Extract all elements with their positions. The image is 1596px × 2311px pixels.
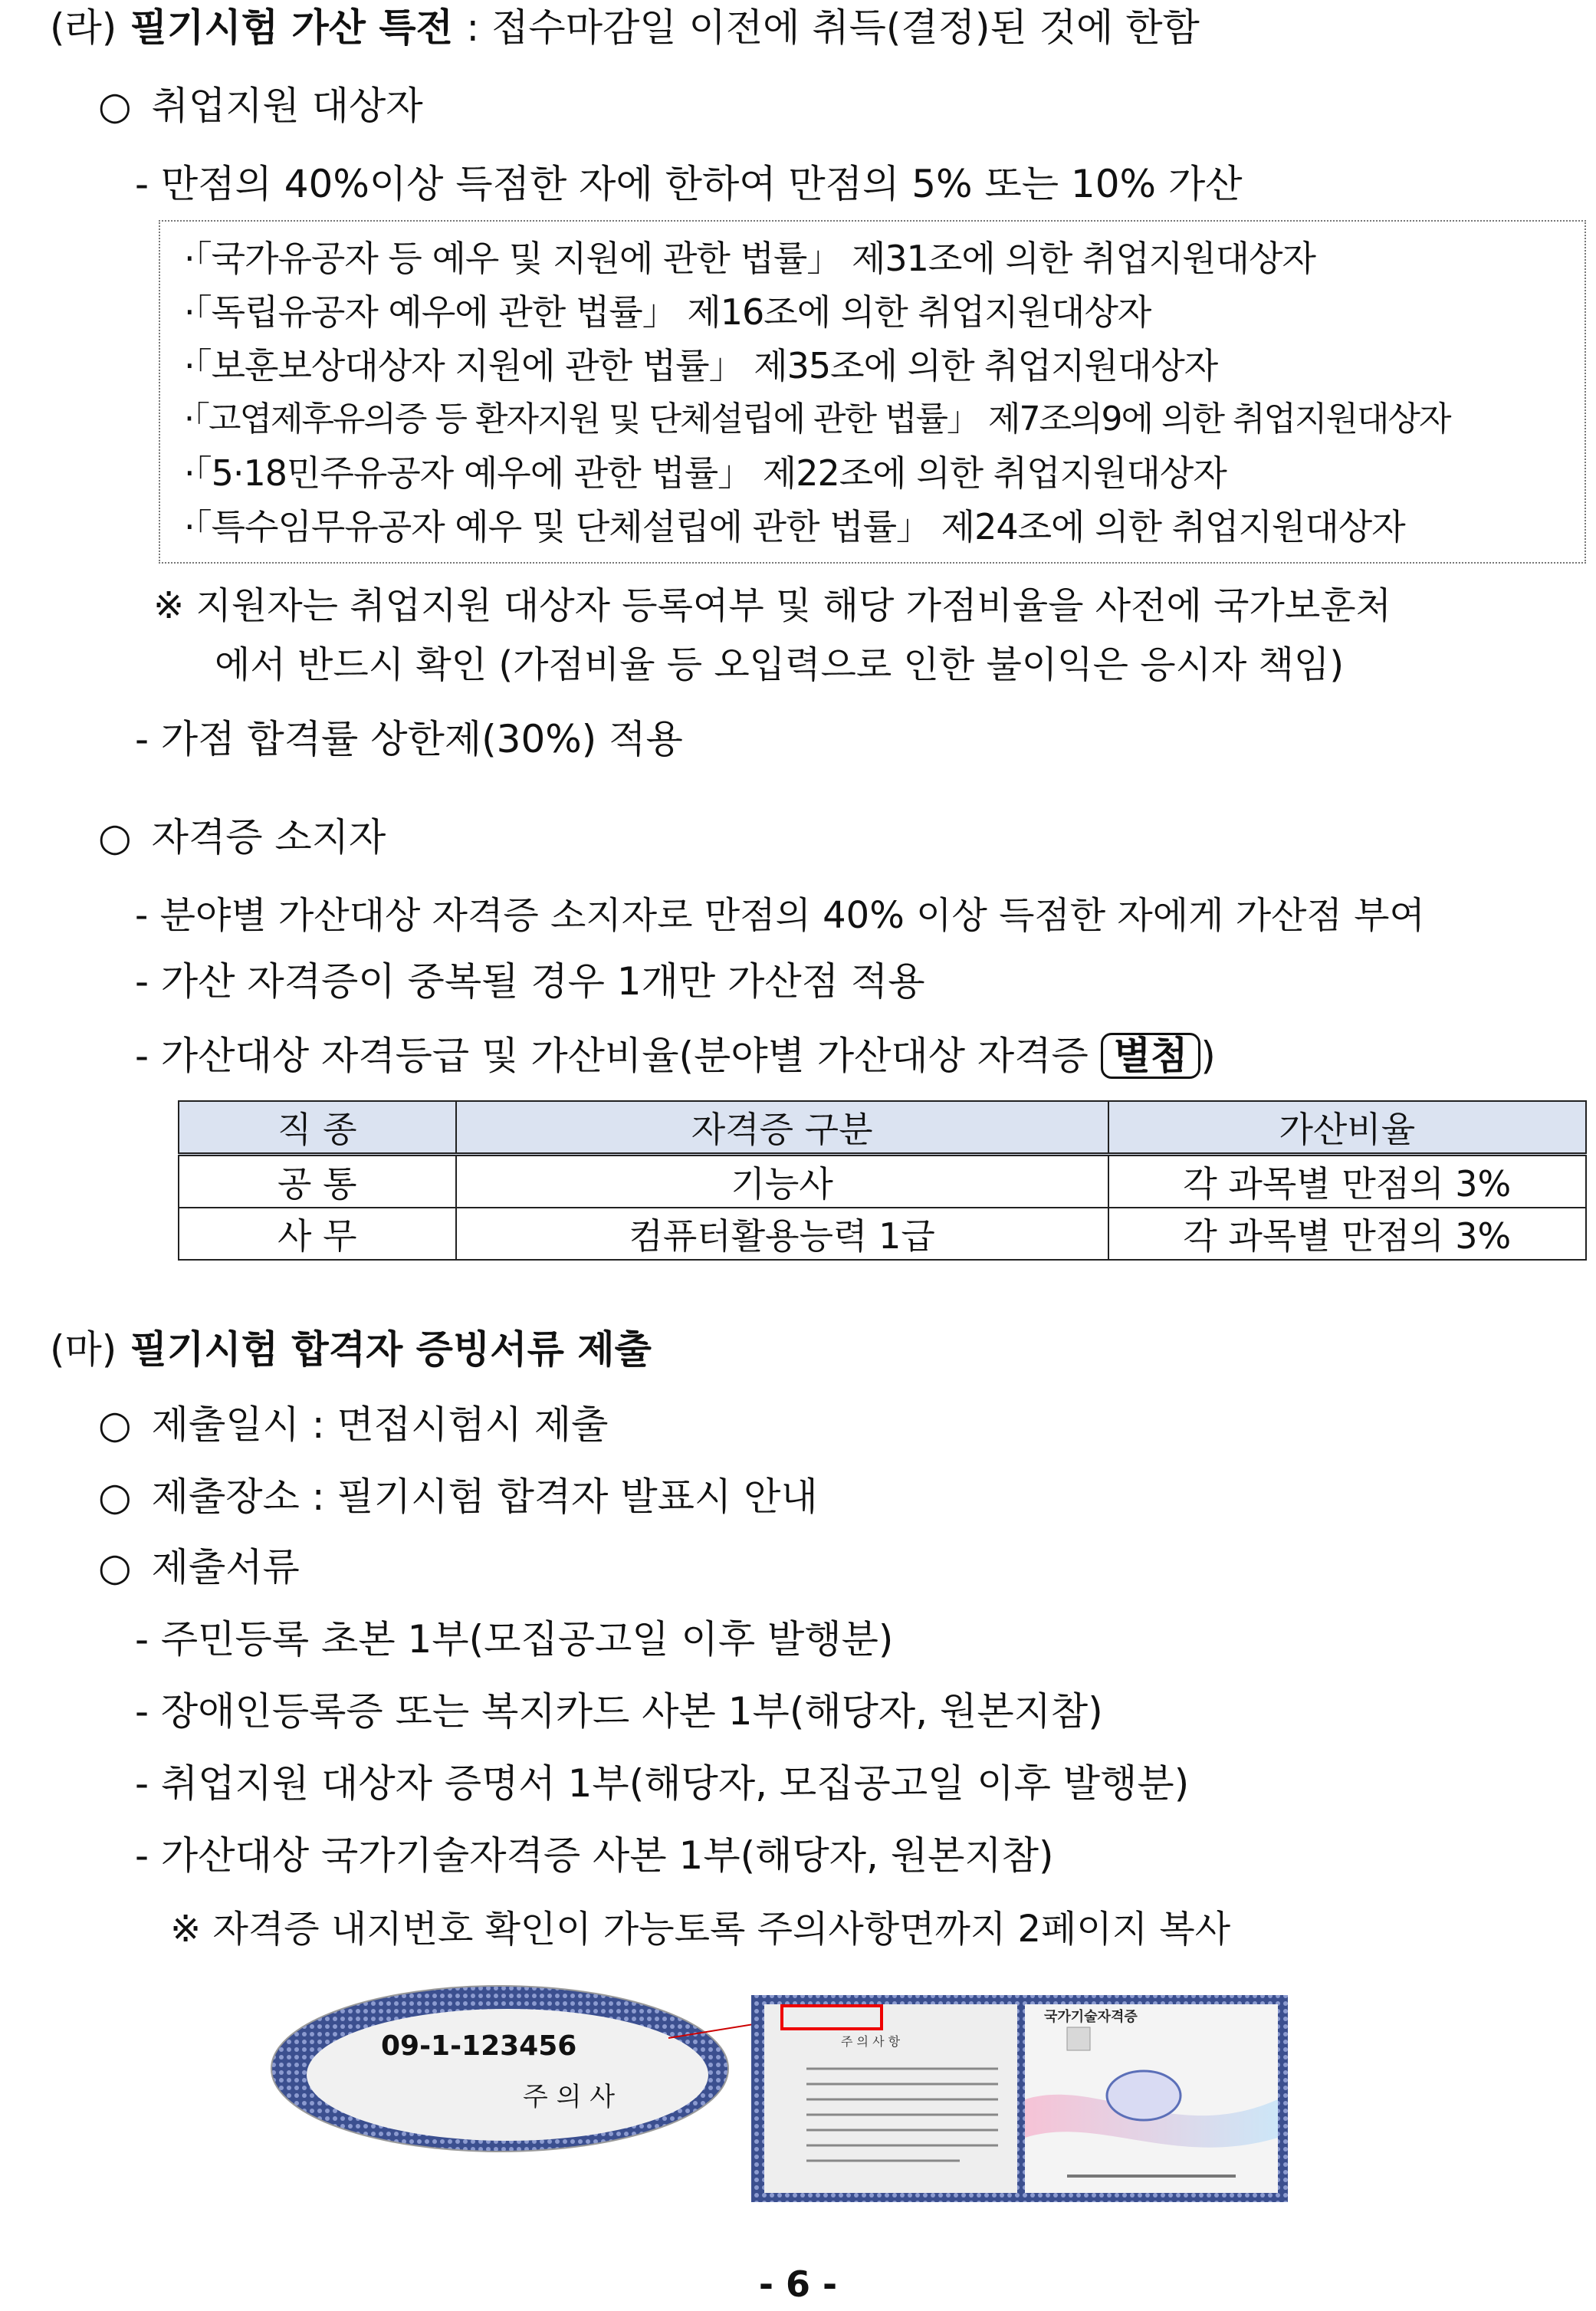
section-ma-title: 필기시험 합격자 증빙서류 제출 xyxy=(130,1327,652,1372)
circle-bullet-icon: ○ xyxy=(98,1402,132,1447)
doc-item: - 주민등록 초본 1부(모집공고일 이후 발행분) xyxy=(135,1617,894,1662)
table-cell: 컴퓨터활용능력 1급 xyxy=(456,1208,1108,1260)
copy-note: ※ 자격증 내지번호 확인이 가능토록 주의사항면까지 2페이지 복사 xyxy=(170,1908,1231,1951)
section-ra-heading xyxy=(50,3,1200,52)
section-ra-tag: (라) xyxy=(50,5,117,50)
circle-bullet-icon: ○ xyxy=(98,1474,132,1519)
table-cell: 공 통 xyxy=(179,1155,456,1208)
table-cell: 각 과목별 만점의 3% xyxy=(1108,1155,1586,1208)
table-cell: 사 무 xyxy=(179,1208,456,1260)
note-veterans-line1: ※ 지원자는 취업지원 대상자 등록여부 및 해당 가점비율을 사전에 국가보훈처 xyxy=(153,584,1391,627)
bonus-rate-table xyxy=(178,1100,1587,1261)
doc-item: - 취업지원 대상자 증명서 1부(해당자, 모집공고일 이후 발행분) xyxy=(135,1761,1190,1806)
circle-bullet-icon: ○ xyxy=(98,84,132,128)
bullet-veterans: ○ 취업지원 대상자 xyxy=(98,84,423,128)
dash-veterans-bonus: - 만점의 40%이상 득점한 자에 한하여 만점의 5% 또는 10% 가산 xyxy=(135,162,1243,206)
note-veterans-line2: 에서 반드시 확인 (가점비율 등 오입력으로 인한 불이익은 응시자 책임) xyxy=(215,643,1345,686)
doc-item: - 장애인등록증 또는 복지카드 사본 1부(해당자, 원본지참) xyxy=(135,1689,1103,1734)
law-item: ·「특수임무유공자 예우 및 단체설립에 관한 법률」 제24조에 의한 취업지원대상자 xyxy=(184,506,1405,547)
dash-cap-rule: - 가점 합격률 상한제(30%) 적용 xyxy=(135,717,683,761)
table-cell: 기능사 xyxy=(456,1155,1108,1208)
attachment-badge: 별첨 xyxy=(1101,1033,1201,1079)
dash-cert-duplicate: - 가산 자격증이 중복될 경우 1개만 가산점 적용 xyxy=(135,959,925,1004)
table-header-row xyxy=(179,1101,1586,1155)
notice-title: 주 의 사 항 xyxy=(841,2034,901,2049)
section-ma-tag: (마) xyxy=(50,1327,117,1372)
circle-bullet-icon: ○ xyxy=(98,815,132,860)
doc-item: - 가산대상 국가기술자격증 사본 1부(해당자, 원본지참) xyxy=(135,1833,1054,1878)
table-row xyxy=(179,1155,1586,1208)
section-ra-title: 필기시험 가산 특전 xyxy=(130,5,453,50)
bullet-certificate-holders: ○ 자격증 소지자 xyxy=(98,815,386,860)
certificate-title: 국가기술자격증 xyxy=(1044,2009,1138,2025)
bullet-submission-place: ○ 제출장소 : 필기시험 합격자 발표시 안내 xyxy=(98,1474,818,1519)
zoom-serial-number: 09-1-123456 xyxy=(381,2030,577,2062)
law-item: ·「국가유공자 등 예우 및 지원에 관한 법률」 제31조에 의한 취업지원대상자 xyxy=(184,238,1315,279)
table-row xyxy=(179,1208,1586,1260)
certificate-illustration xyxy=(270,1984,1289,2207)
circle-bullet-icon: ○ xyxy=(98,1545,132,1589)
table-cell: 각 과목별 만점의 3% xyxy=(1108,1208,1586,1260)
dash-cert-rates: - 가산대상 자격등급 및 가산비율(분야별 가산대상 자격증 별첨 ) xyxy=(135,1034,1216,1078)
table-header: 자격증 구분 xyxy=(456,1101,1108,1155)
bullet-submission-date: ○ 제출일시 : 면접시험시 제출 xyxy=(98,1402,609,1447)
page-number: - 6 - xyxy=(758,2263,838,2305)
section-ra-subtitle: : 접수마감일 이전에 취득(결정)된 것에 한함 xyxy=(466,5,1200,50)
law-item: ·「고엽제후유의증 등 환자지원 및 단체설립에 관한 법률」 제7조의9에 의한 취업지원대상자 xyxy=(184,399,1450,439)
table-header: 가산비율 xyxy=(1108,1101,1586,1155)
table-header: 직 종 xyxy=(179,1101,456,1155)
zoom-caption: 주 의 사 xyxy=(523,2082,616,2112)
law-item: ·「보훈보상대상자 지원에 관한 법률」 제35조에 의한 취업지원대상자 xyxy=(184,345,1218,386)
law-item: ·「독립유공자 예우에 관한 법률」 제16조에 의한 취업지원대상자 xyxy=(184,291,1151,333)
bullet-submission-docs: ○ 제출서류 xyxy=(98,1545,300,1589)
section-ma-heading xyxy=(50,1325,652,1374)
law-item: ·「5·18민주유공자 예우에 관한 법률」 제22조에 의한 취업지원대상자 xyxy=(184,452,1227,494)
dash-cert-bonus: - 분야별 가산대상 자격증 소지자로 만점의 40% 이상 득점한 자에게 가산점 부여 xyxy=(135,894,1425,937)
